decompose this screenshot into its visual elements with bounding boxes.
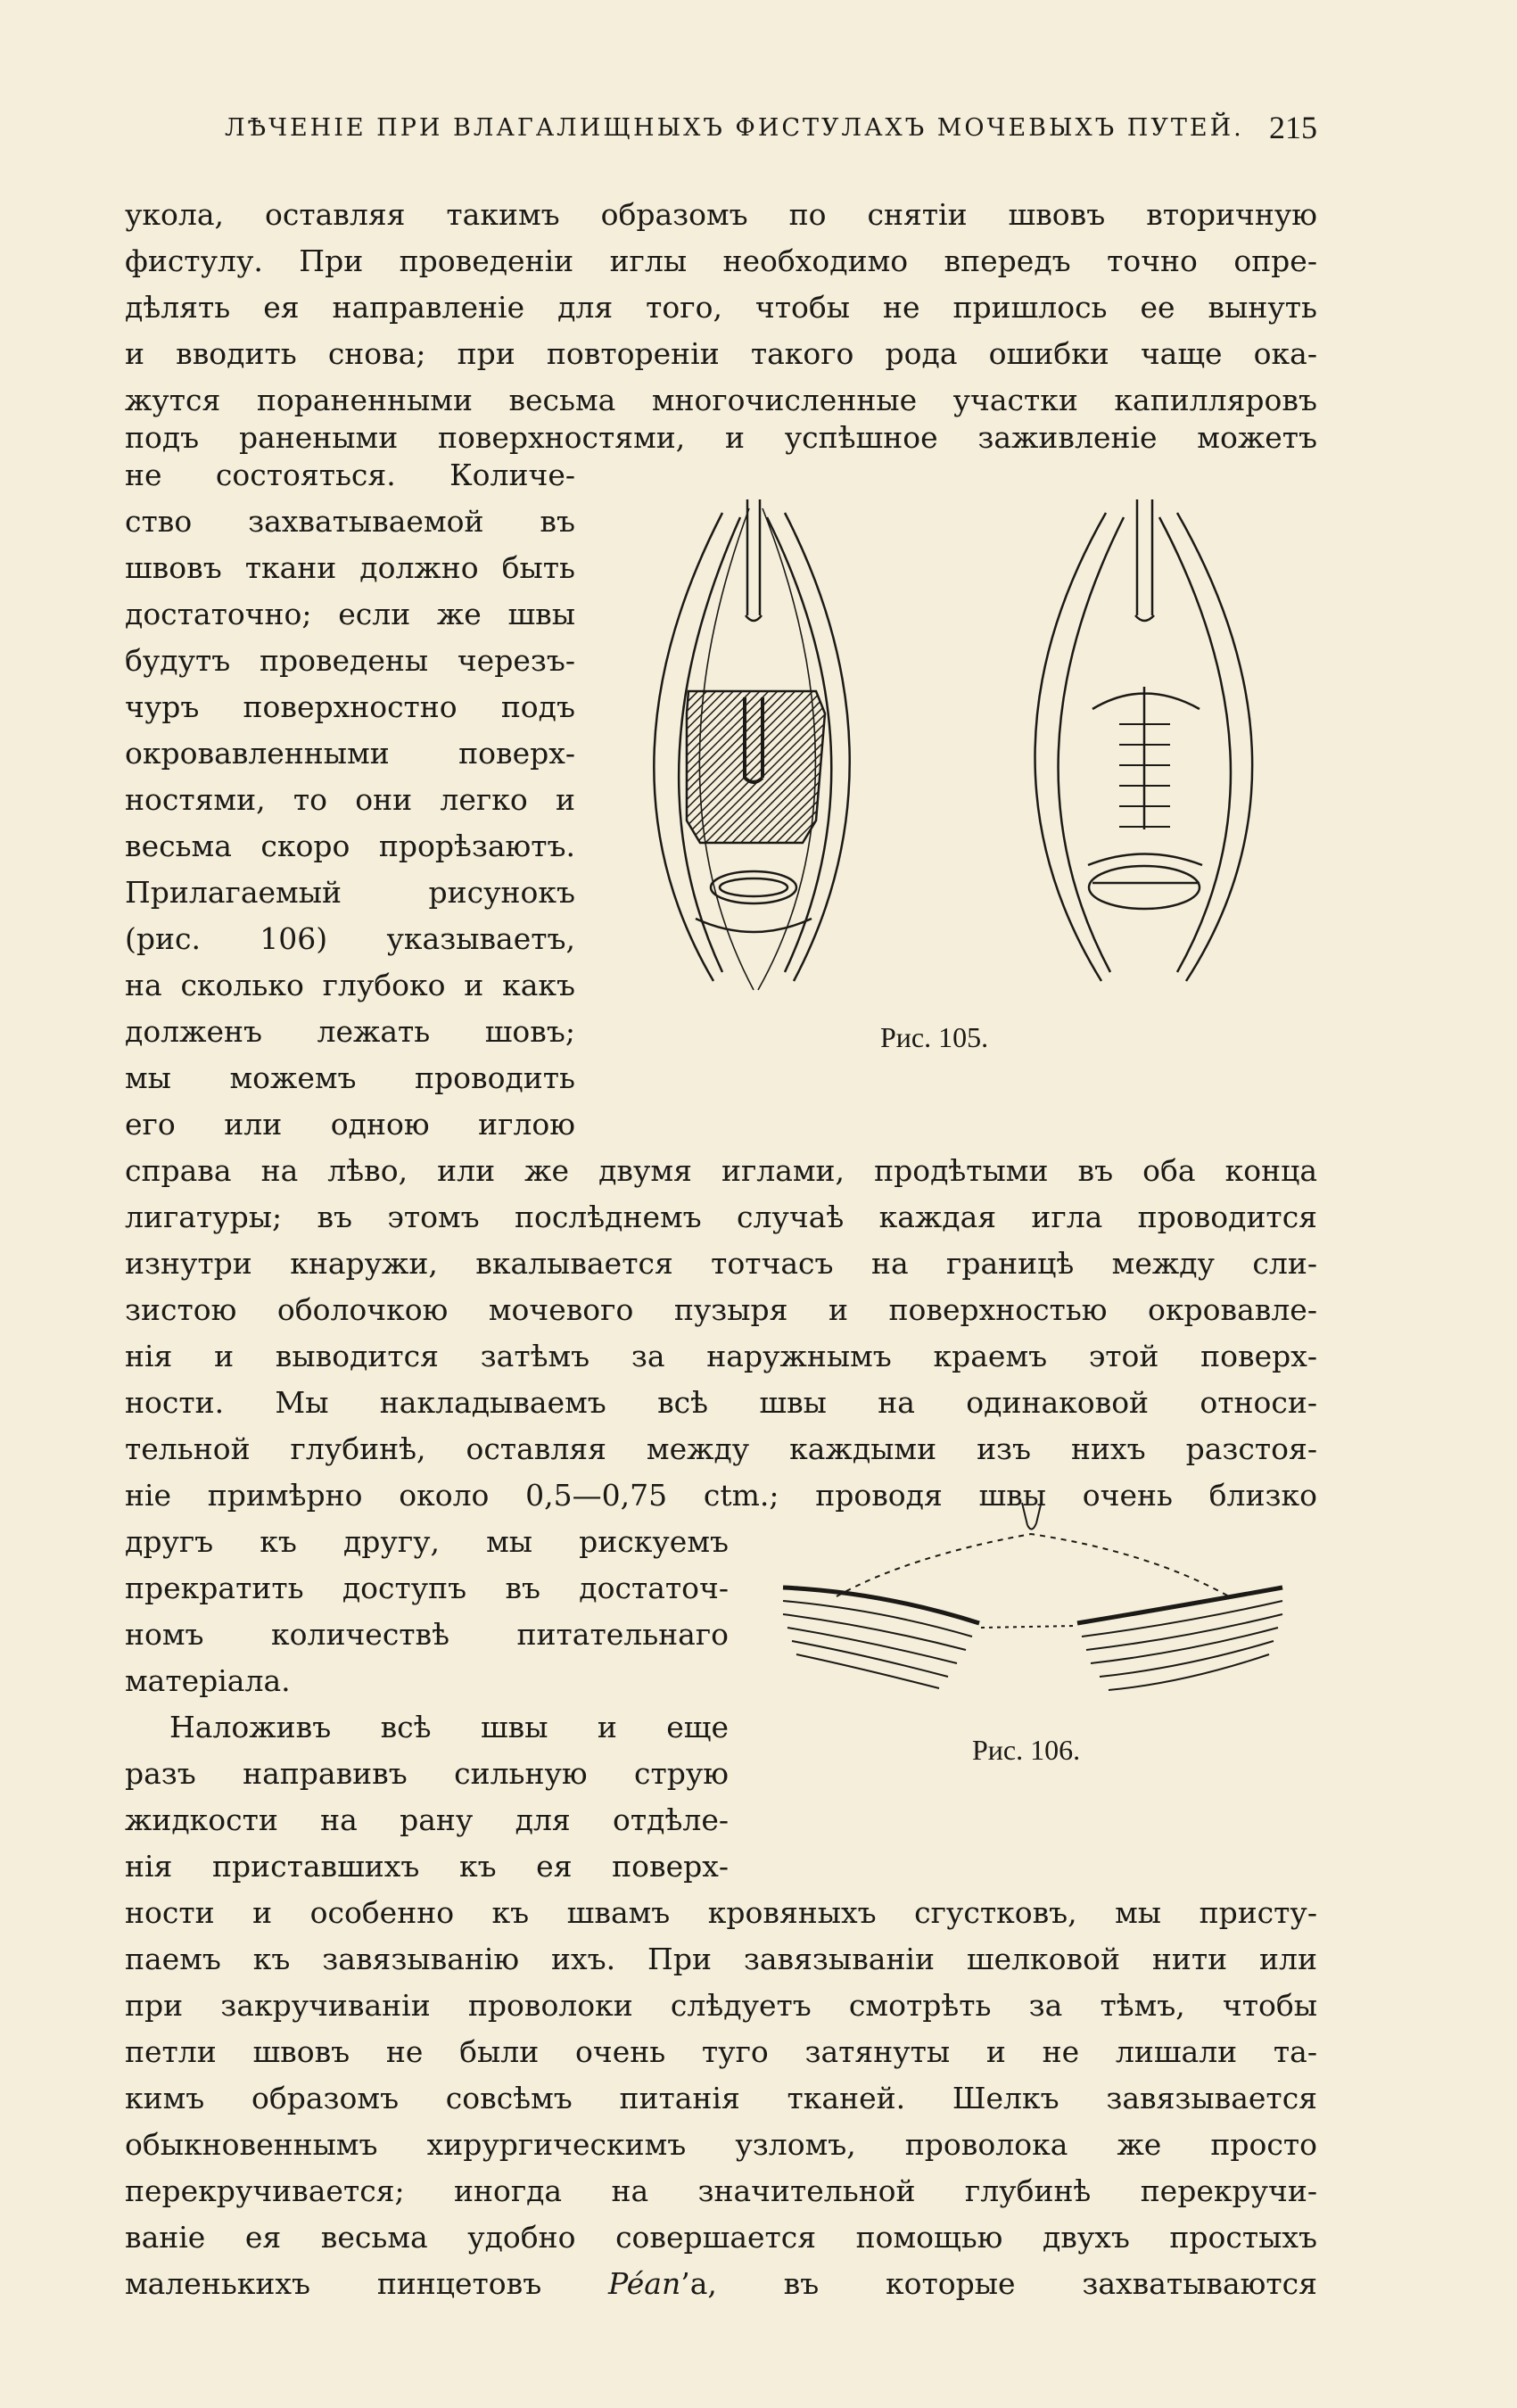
figure-106-illustration — [774, 1494, 1300, 1721]
text-line: ности и особенно къ швамъ кровяныхъ сгустковъ, мы присту- — [125, 1895, 1317, 1930]
text-line: лигатуры; въ этомъ послѣднемъ случаѣ каждая игла проводится — [125, 1200, 1317, 1234]
text-line: зистою оболочкою мочевого пузыря и поверхностью окровавле- — [125, 1292, 1317, 1327]
text-line: окровавленными поверх- — [125, 736, 575, 771]
text-line: подъ ранеными поверхностями, и успѣшное заживленіе можетъ — [125, 420, 1317, 455]
author-name: Péan — [608, 2266, 681, 2301]
text-line: матеріала. — [125, 1663, 291, 1698]
text-line: укола, оставляя такимъ образомъ по снятіи швовъ вторичную — [125, 197, 1317, 232]
text-line: нія и выводится затѣмъ за наружнымъ краемъ этой поверх- — [125, 1339, 1317, 1373]
text-line: (рис. 106) указываетъ, — [125, 921, 575, 956]
figure-105-illustration — [606, 491, 1311, 1017]
text-line: изнутри кнаружи, вкалывается тотчасъ на границѣ между сли- — [125, 1246, 1317, 1281]
text-line: долженъ лежать шовъ; — [125, 1014, 575, 1049]
text-line: жидкости на рану для отдѣле- — [125, 1802, 729, 1837]
text-line: Прилагаемый рисунокъ — [125, 875, 575, 910]
text-line: дѣлять ея направленіе для того, чтобы не пришлось ее вынуть — [125, 290, 1317, 325]
text-line: мы можемъ проводить — [125, 1060, 575, 1095]
text-line: справа на лѣво, или же двумя иглами, продѣтыми въ оба конца — [125, 1153, 1317, 1188]
text-line: чуръ поверхностно подъ — [125, 689, 575, 724]
text-line: петли швовъ не были очень туго затянуты и не лишали та- — [125, 2034, 1317, 2069]
text-line: жутся пораненными весьма многочисленные участки капилляровъ — [125, 383, 1317, 417]
text-line: при закручиваніи проволоки слѣдуетъ смотрѣть за тѣмъ, чтобы — [125, 1988, 1317, 2023]
text-line: ніе примѣрно около 0,5—0,75 ctm.; проводя швы очень близко — [125, 1478, 1317, 1513]
text-line: разъ направивъ сильную струю — [125, 1756, 729, 1791]
figure-106-caption: Рис. 106. — [972, 1734, 1081, 1766]
suture-diagram — [783, 1501, 1282, 1690]
text-line: обыкновеннымъ хирургическимъ узломъ, проволока же просто — [125, 2127, 1317, 2162]
text-line: не состояться. Количе- — [125, 458, 575, 492]
text-fragment: маленькихъ пинцетовъ — [125, 2266, 542, 2301]
text-line: ности. Мы накладываемъ всѣ швы на одинаковой относи- — [125, 1385, 1317, 1420]
text-line: другъ къ другу, мы рискуемъ — [125, 1524, 729, 1559]
running-head: ЛѢЧЕНІЕ ПРИ ВЛАГАЛИЩНЫХЪ ФИСТУЛАХЪ МОЧЕВЫХЪ ПУТЕЙ. — [225, 114, 1244, 142]
text-line: и вводить снова; при повтореніи такого рода ошибки чаще ока- — [125, 336, 1317, 371]
text-line: ностями, то они легко и — [125, 782, 575, 817]
text-line: ство захватываемой въ — [125, 504, 575, 539]
text-line: весьма скоро прорѣзаютъ. — [125, 829, 575, 863]
text-line: номъ количествѣ питательнаго — [125, 1617, 729, 1652]
text-line: будутъ проведены черезъ- — [125, 643, 575, 678]
text-line: прекратить доступъ въ достаточ- — [125, 1571, 729, 1605]
figure-105-caption: Рис. 105. — [880, 1021, 989, 1053]
text-line: перекручивается; иногда на значительной глубинѣ перекручи- — [125, 2173, 1317, 2208]
text-line: нія приставшихъ къ ея поверх- — [125, 1849, 729, 1884]
text-line: швовъ ткани должно быть — [125, 550, 575, 585]
text-fragment: ’а, въ которые захватываются — [680, 2266, 1317, 2301]
text-line-last — [125, 2261, 1317, 2307]
text-line: Наложивъ всѣ швы и еще — [169, 1710, 729, 1744]
text-line: фистулу. При проведеніи иглы необходимо впередъ точно опре- — [125, 243, 1317, 278]
text-line: ваніе ея весьма удобно совершается помощью двухъ простыхъ — [125, 2220, 1317, 2255]
text-line: его или одною иглою — [125, 1107, 575, 1142]
text-line: достаточно; если же швы — [125, 597, 575, 631]
page-number: 215 — [1269, 110, 1317, 145]
text-line: кимъ образомъ совсѣмъ питанія тканей. Шелкъ завязывается — [125, 2081, 1317, 2115]
text-line: на сколько глубоко и какъ — [125, 968, 575, 1002]
wound-left-drawing — [654, 499, 849, 990]
text-line: тельной глубинѣ, оставляя между каждыми изъ нихъ разстоя- — [125, 1431, 1317, 1466]
wound-right-drawing — [1035, 499, 1253, 981]
text-line: паемъ къ завязыванію ихъ. При завязываніи шелковой нити или — [125, 1942, 1317, 1976]
